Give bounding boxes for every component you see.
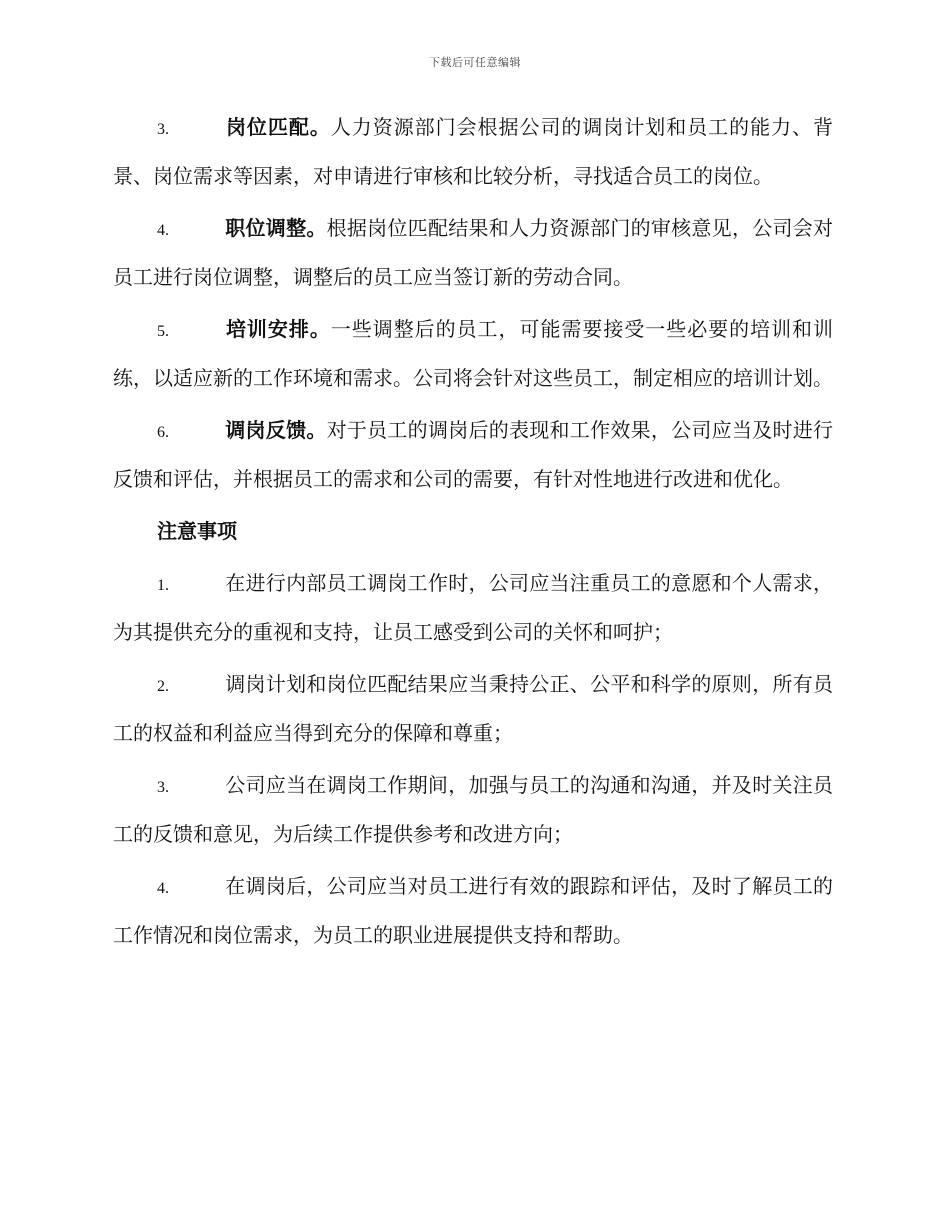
list-item bbox=[113, 306, 833, 401]
note-item bbox=[113, 661, 833, 756]
list-item bbox=[113, 104, 833, 199]
note-text: 在调岗后，公司应当对员工进行有效的跟踪和评估，及时了解员工的工作情况和岗位需求，为员工的职业进展提供支持和帮助。 bbox=[113, 874, 833, 947]
item-heading: 岗位匹配。 bbox=[225, 115, 331, 139]
item-heading: 调岗反馈。 bbox=[225, 418, 327, 442]
item-heading: 职位调整。 bbox=[225, 216, 327, 240]
note-item bbox=[113, 560, 833, 655]
note-number: 4. bbox=[157, 880, 169, 897]
item-number: 6. bbox=[157, 424, 169, 441]
note-text: 在进行内部员工调岗工作时，公司应当注重员工的意愿和个人需求，为其提供充分的重视和支持，让员工感受到公司的关怀和呵护； bbox=[113, 571, 833, 644]
note-number: 2. bbox=[157, 678, 169, 695]
section-title: 注意事项 bbox=[157, 519, 237, 543]
item-number: 5. bbox=[157, 323, 169, 340]
item-number: 4. bbox=[157, 222, 169, 239]
item-text: 对于员工的调岗后的表现和工作效果，公司应当及时进行反馈和评估，并根据员工的需求和公司的需要，有针对性地进行改进和优化。 bbox=[113, 418, 834, 491]
note-item bbox=[113, 863, 833, 958]
list-item bbox=[113, 407, 833, 502]
list-item bbox=[113, 205, 833, 300]
note-text: 公司应当在调岗工作期间，加强与员工的沟通和沟通，并及时关注员工的反馈和意见，为后续工作提供参考和改进方向； bbox=[113, 773, 833, 846]
note-number: 3. bbox=[157, 779, 169, 796]
note-number: 1. bbox=[157, 577, 169, 594]
page-header: 下载后可任意编辑 bbox=[429, 56, 521, 69]
item-text: 根据岗位匹配结果和人力资源部门的审核意见，公司会对员工进行岗位调整，调整后的员工应当签订新的劳动合同。 bbox=[113, 216, 834, 289]
item-text: 人力资源部门会根据公司的调岗计划和员工的能力、背景、岗位需求等因素，对申请进行审核和比较分析，寻找适合员工的岗位。 bbox=[113, 115, 834, 188]
note-item bbox=[113, 762, 833, 857]
item-heading: 培训安排。 bbox=[225, 317, 331, 341]
note-text: 调岗计划和岗位匹配结果应当秉持公正、公平和科学的原则，所有员工的权益和利益应当得到充分的保障和尊重； bbox=[113, 672, 833, 745]
document-body bbox=[113, 104, 833, 964]
item-text: 一些调整后的员工，可能需要接受一些必要的培训和训练，以适应新的工作环境和需求。公司将会针对这些员工，制定相应的培训计划。 bbox=[113, 317, 834, 390]
item-number: 3. bbox=[157, 121, 169, 138]
